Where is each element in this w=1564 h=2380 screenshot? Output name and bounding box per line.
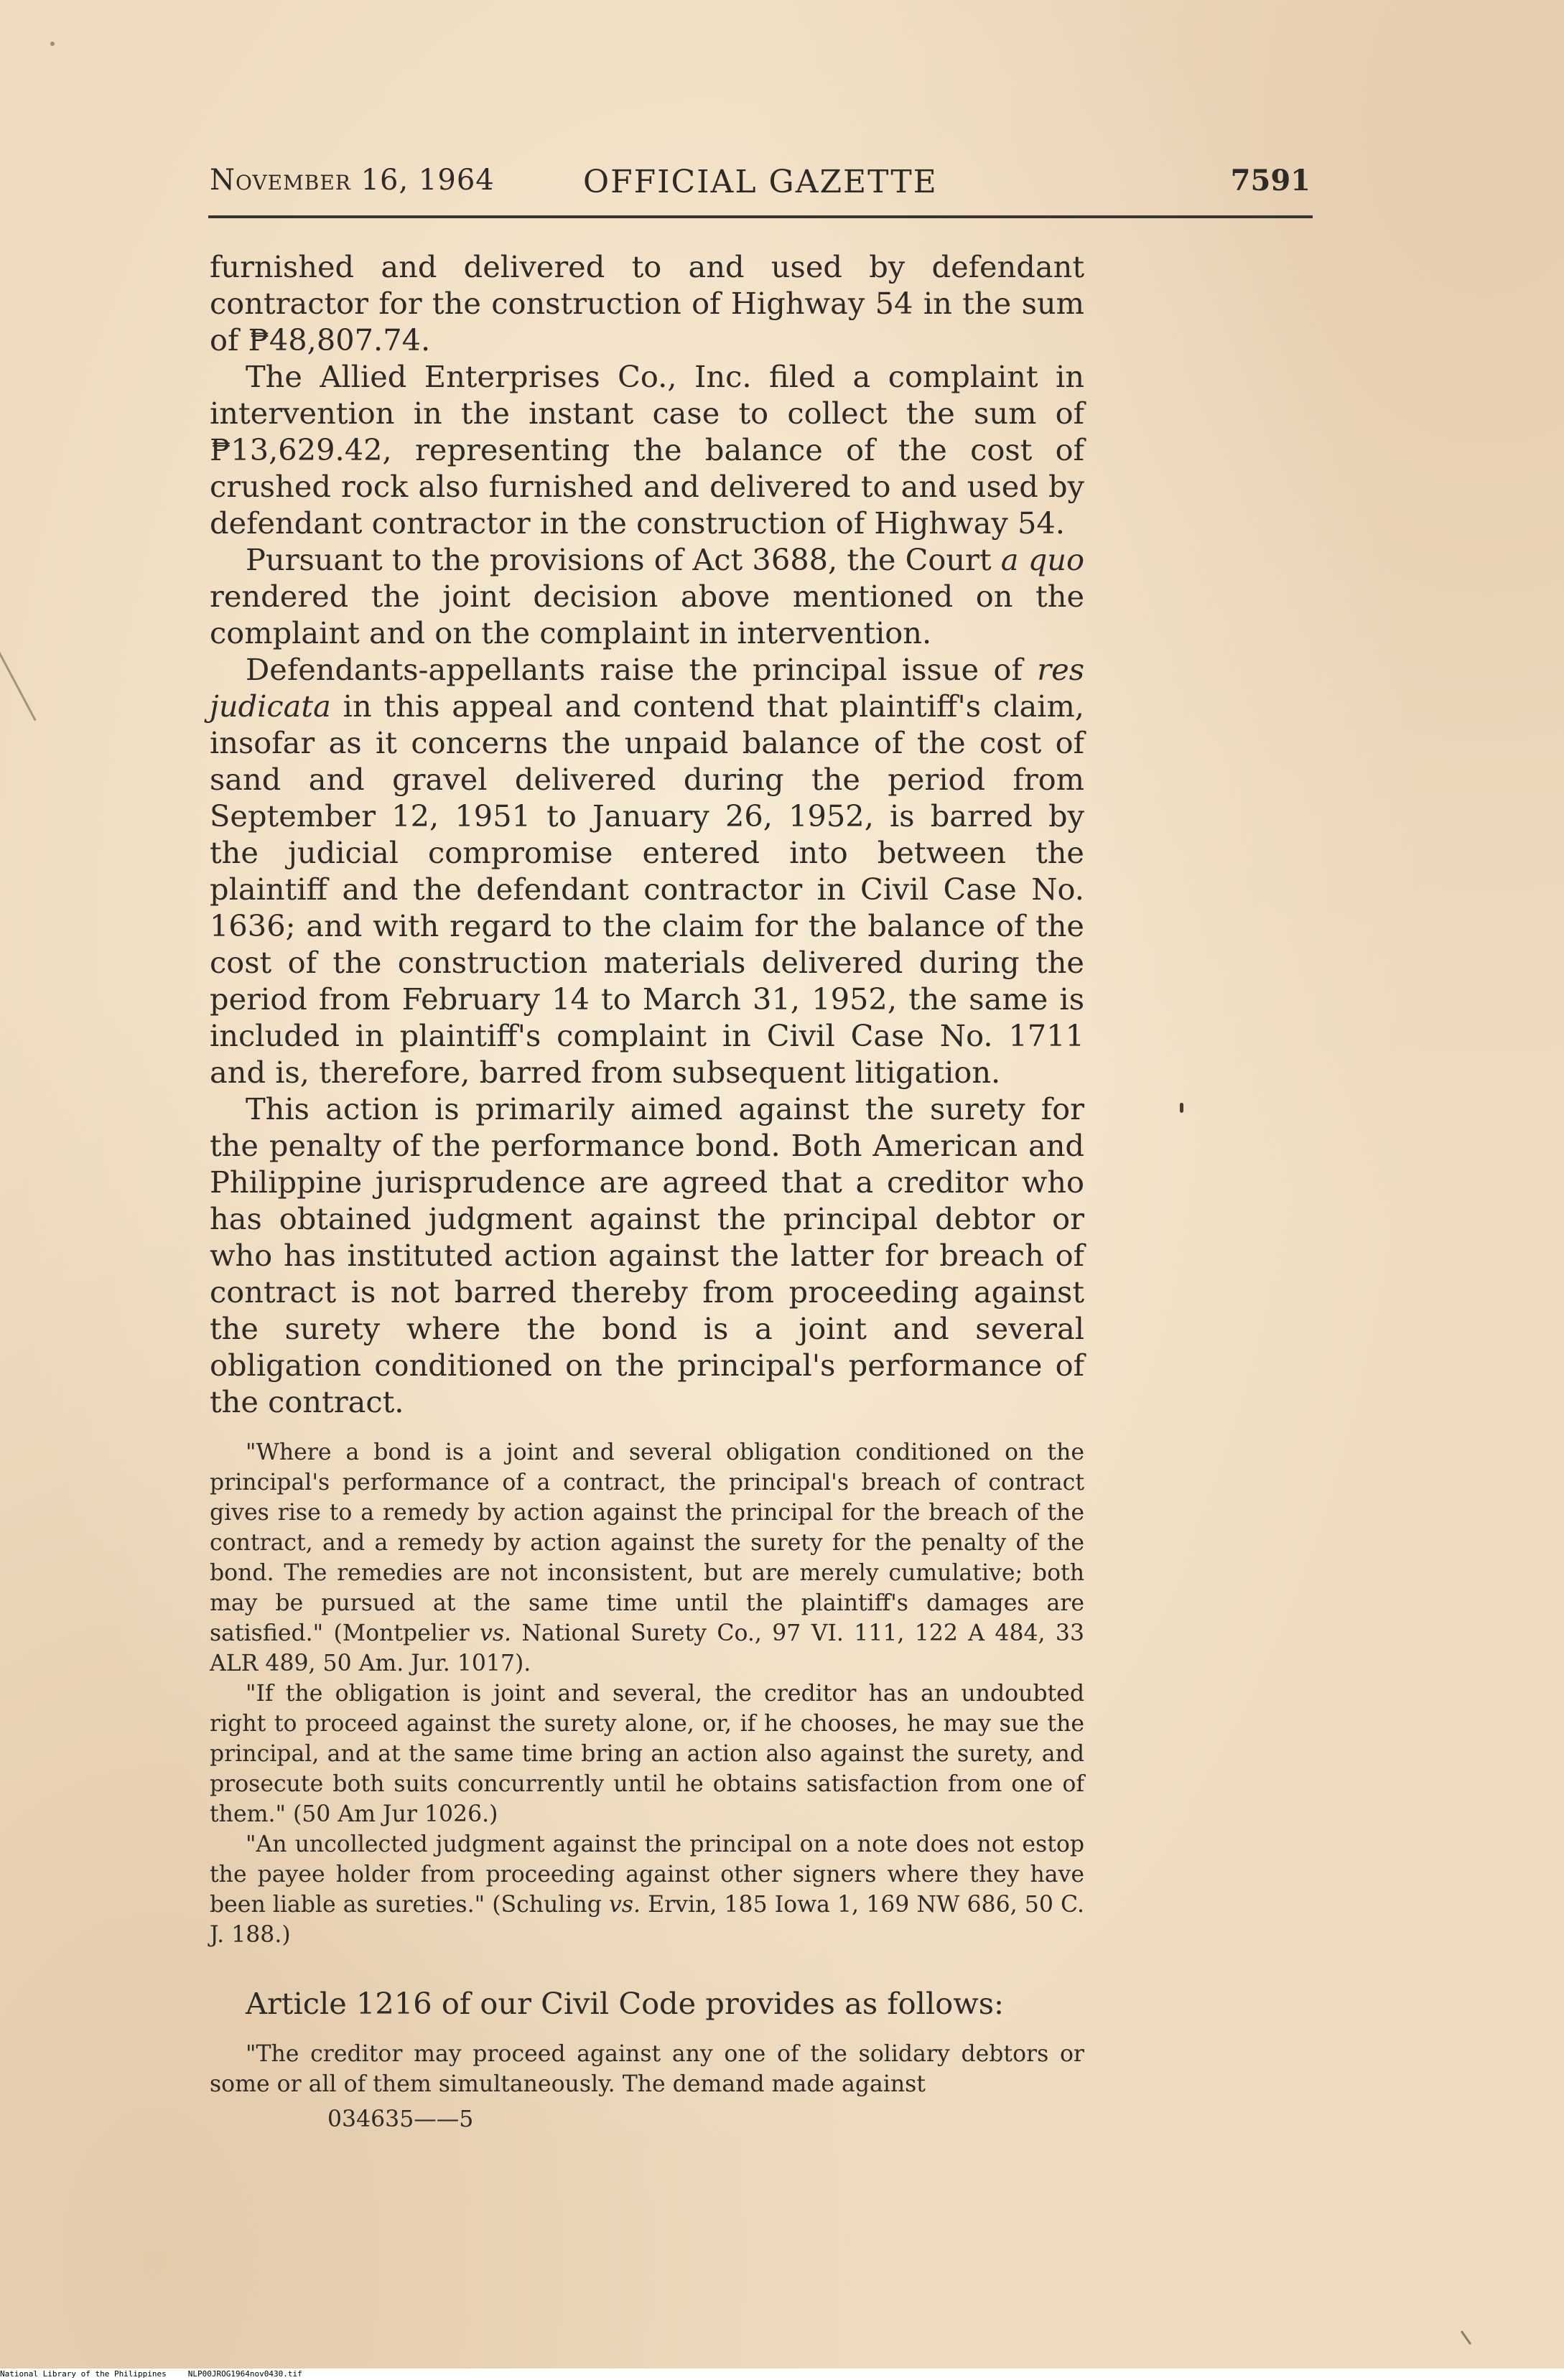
printer-signature-mark: 034635——5: [327, 2106, 474, 2132]
quote-paragraph: "If the obligation is joint and several, the creditor has an undoubted right to proceed against the surety alone, or, if he chooses, he may sue the principal, and at the same time bring an action also against the surety, and prosecute both suits concurrently until he obtains satisfaction from one of them." (50 Am Jur 1026.): [210, 1681, 1084, 1827]
page-header: [210, 164, 1311, 207]
header-date: November 16, 1964: [210, 164, 495, 197]
header-rule: [208, 215, 1313, 218]
scan-footer: [0, 2369, 1564, 2380]
paragraph: The Allied Enterprises Co., Inc. filed a complaint in intervention in the instant case to collect the sum of ₱13,629.42, representing the balance of the cost of crushed rock also furnished and delivered to and used by defendant contractor in the construction of Highway 54.: [210, 359, 1084, 541]
quote-paragraph: "Where a bond is a joint and several obligation conditioned on the principal's performance of a contract, the principal's breach of contract gives rise to a remedy by action against the principal for the breach of the contract, and a remedy by action against the surety for the penalty of the bond. The remedies are not inconsistent, but are merely cumulative; both may be pursued at the same time until the plaintiff's damages are satisfied." (Montpelier vs. National Surety Co., 97 VI. 111, 122 A 484, 33 ALR 489, 50 Am. Jur. 1017).: [210, 1439, 1085, 1676]
main-text: [210, 248, 1084, 1420]
scratch-mark: [0, 650, 37, 722]
quote-paragraph: "An uncollected judgment against the principal on a note does not estop the payee holder from proceeding against other signers where they have been liable as sureties." (Schuling vs. Ervin, 185 Iowa 1, 169 NW 686, 50 C. J. 188.): [210, 1831, 1084, 1948]
scan-filename: NLP00JROG1964nov0430.tif: [187, 2369, 302, 2379]
ink-speck: [1180, 1103, 1183, 1113]
page-number: 7591: [1230, 164, 1311, 197]
gazette-title: OFFICIAL GAZETTE: [583, 164, 938, 200]
paragraph: Pursuant to the provisions of Act 3688, the Court a quo rendered the joint decision above mentioned on the complaint and on the complaint in intervention.: [210, 542, 1085, 650]
scratch-mark: [1461, 2330, 1471, 2345]
article-intro: Article 1216 of our Civil Code provides as follows:: [246, 1986, 1005, 2021]
block-quotes: [210, 1437, 1084, 1950]
quote-paragraph: "The creditor may proceed against any one of the solidary debtors or some or all of them simultaneously. The demand made against: [210, 2041, 1084, 2097]
library-name: National Library of the Philippines: [0, 2369, 167, 2379]
ink-speck: [50, 42, 55, 46]
paragraph: Defendants-appellants raise the principal issue of res judicata in this appeal and contend that plaintiff's claim, insofar as it concerns the unpaid balance of the cost of sand and gravel delivered during the period from September 12, 1951 to January 26, 1952, is barred by the judicial compromise entered into between the plaintiff and the defendant contractor in Civil Case No. 1636; and with regard to the claim for the balance of the cost of the construction materials delivered during the period from February 14 to March 31, 1952, the same is included in plaintiff's complaint in Civil Case No. 1711 and is, therefore, barred from subsequent litigation.: [210, 652, 1084, 1090]
paragraph: This action is primarily aimed against the surety for the penalty of the performance bond. Both American and Philippine jurisprudence are agreed that a creditor who has obtained judgment against the principal debtor or who has instituted action against the latter for breach of contract is not barred thereby from proceeding against the surety where the bond is a joint and several obligation conditioned on the principal's performance of the contract.: [210, 1091, 1084, 1419]
paragraph: furnished and delivered to and used by defendant contractor for the construction of Highway 54 in the sum of ₱48,807.74.: [210, 249, 1084, 358]
article-quote: [210, 2039, 1084, 2099]
